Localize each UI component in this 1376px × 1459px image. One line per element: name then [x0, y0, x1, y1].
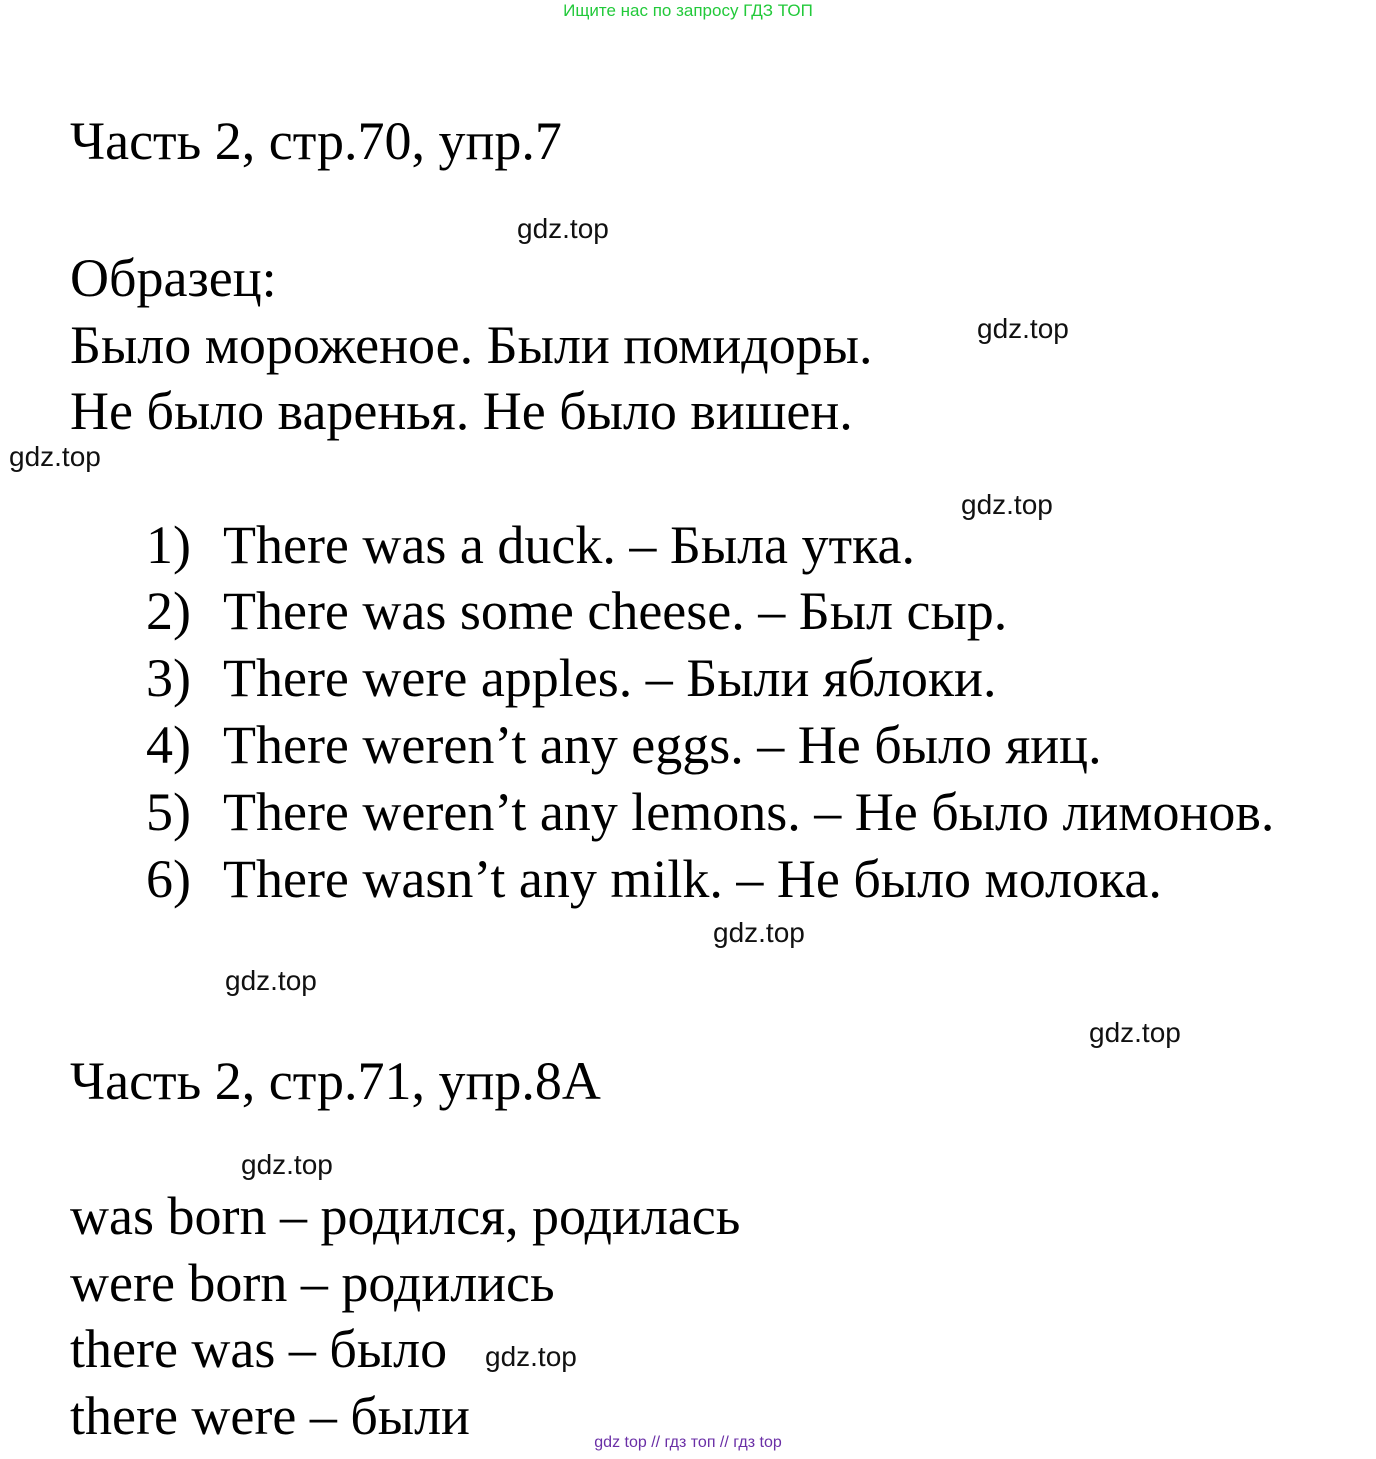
watermark: gdz.top [1089, 1017, 1181, 1048]
list-item [146, 782, 1275, 842]
sample-line-2: Не было варенья. Не было вишен. [70, 381, 853, 441]
list-item-number: 6) [146, 849, 191, 909]
vocab-line-3: there was – было [70, 1319, 448, 1379]
list-item-number: 4) [146, 715, 191, 775]
watermark: gdz.top [977, 313, 1069, 344]
watermark: gdz.top [961, 489, 1053, 520]
list-item-number: 2) [146, 581, 191, 641]
watermark: gdz.top [485, 1341, 577, 1372]
list-item-number: 1) [146, 515, 191, 575]
list-item [146, 581, 1008, 641]
sample-label: Образец: [70, 248, 277, 308]
footer: gdz top // гдз топ // гдз top [594, 1434, 782, 1451]
vocab-line-4: there were – были [70, 1386, 470, 1446]
watermark: gdz.top [9, 441, 101, 472]
watermark: gdz.top [225, 965, 317, 996]
list-item [146, 849, 1162, 909]
watermark: gdz.top [713, 917, 805, 948]
list-item-text: There wasn’t any milk. – Не было молока. [223, 849, 1162, 909]
list-item-text: There were apples. – Были яблоки. [223, 648, 997, 708]
section1-heading: Часть 2, стр.70, упр.7 [70, 111, 562, 171]
list-item-text: There weren’t any eggs. – Не было яиц. [223, 715, 1102, 775]
list-item-text: There was a duck. – Была утка. [223, 515, 916, 575]
vocab-line-2: were born – родились [70, 1253, 555, 1313]
sample-line-1: Было мороженое. Были помидоры. [70, 315, 873, 375]
section2-heading: Часть 2, стр.71, упр.8А [70, 1051, 601, 1111]
list-item-number: 5) [146, 782, 191, 842]
top-banner: Ищите нас по запросу ГДЗ ТОП [563, 1, 813, 20]
watermark: gdz.top [517, 213, 609, 244]
vocab-line-1: was born – родился, родилась [70, 1186, 741, 1246]
list-item [146, 515, 916, 575]
list-item [146, 715, 1102, 775]
list-item-number: 3) [146, 648, 191, 708]
list-item-text: There was some cheese. – Был сыр. [223, 581, 1008, 641]
list-item-text: There weren’t any lemons. – Не было лимонов. [223, 782, 1275, 842]
list-item [146, 648, 997, 708]
watermark: gdz.top [241, 1149, 333, 1180]
